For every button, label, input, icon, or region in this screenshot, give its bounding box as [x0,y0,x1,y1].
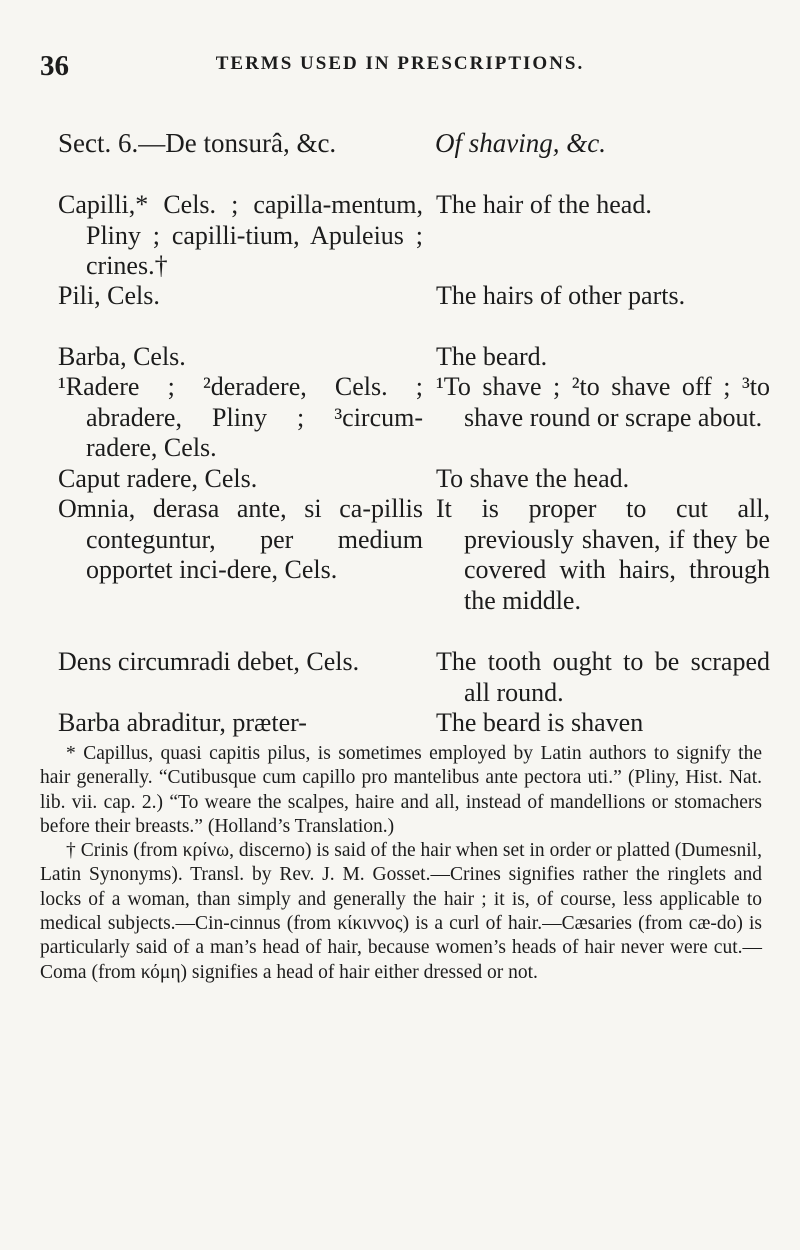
english-entry-hair-of-head: The hair of the head. [436,190,652,219]
latin-entry-dens: Dens circumradi debet, Cels. [58,647,360,676]
latin-entry-caput-radere: Caput radere, Cels. [58,464,258,493]
footnotes [40,742,762,985]
english-entry-to-shave: ¹To shave ; ²to shave off ; ³to shave round or scrape about. [436,372,770,432]
english-entry-shave-head: To shave the head. [436,464,630,493]
english-entry-tooth: The tooth ought to be scraped all round. [436,647,770,707]
section-title-latin: Sect. 6.—De tonsurâ, &c. [58,128,337,158]
footnote-capillus: * Capillus, quasi capitis pilus, is sometimes employed by Latin authors to signify the hair generally. “Cutibusque cum capillo pro mantelibus ante pectora uti.” (Pliny, Hist. Nat. lib. vii. cap. 2.) “To weare the scalpes, haire and all, instead of mandellions or stomachers before their breasts.” (Holland’s Translation.) [40,743,762,837]
footnote-crinis: † Crinis (from κρίνω, discerno) is said of the hair when set in order or platted (Dumesnil, Latin Synonyms). Transl. by Rev. J. M. Gosset.—Crines signifies rather the ringlets and locks of a woman, than simply and generally the hair ; it is, of course, less applicable to medical subjects.—Cin-cinnus (from κίκιννος) is a curl of hair.—Cæsaries (from cæ-do) is particularly said of a man’s head of hair, because women’s heads of hair never were cut.—Coma (from κόμη) signifies a head of hair either dressed or not. [40,840,762,983]
latin-entry-barba: Barba, Cels. [58,342,186,371]
english-entry-beard: The beard. [436,342,548,371]
english-entry-cut-all: It is proper to cut all, previously shaven, if they be covered with hairs, through the middle. [436,494,770,615]
latin-entry-omnia: Omnia, derasa ante, si ca-pillis conteguntur, per medium opportet inci-dere, Cels. [58,494,423,584]
page-number: 36 [40,50,69,82]
english-entry-beard-shaven: The beard is shaven [436,708,644,737]
section-title-english: Of shaving, &c. [435,128,606,158]
latin-entry-pili: Pili, Cels. [58,281,160,310]
latin-entry-radere: ¹Radere ; ²deradere, Cels. ; abradere, Pliny ; ³circum-radere, Cels. [58,372,423,462]
latin-entry-barba-abraditur: Barba abraditur, præter- [58,708,307,737]
running-title: TERMS USED IN PRESCRIPTIONS. [215,53,585,74]
english-entry-other-hairs: The hairs of other parts. [436,281,686,310]
latin-entry-capilli: Capilli,* Cels. ; capilla-mentum, Pliny ; capilli-tium, Apuleius ; crines.† [58,190,423,280]
